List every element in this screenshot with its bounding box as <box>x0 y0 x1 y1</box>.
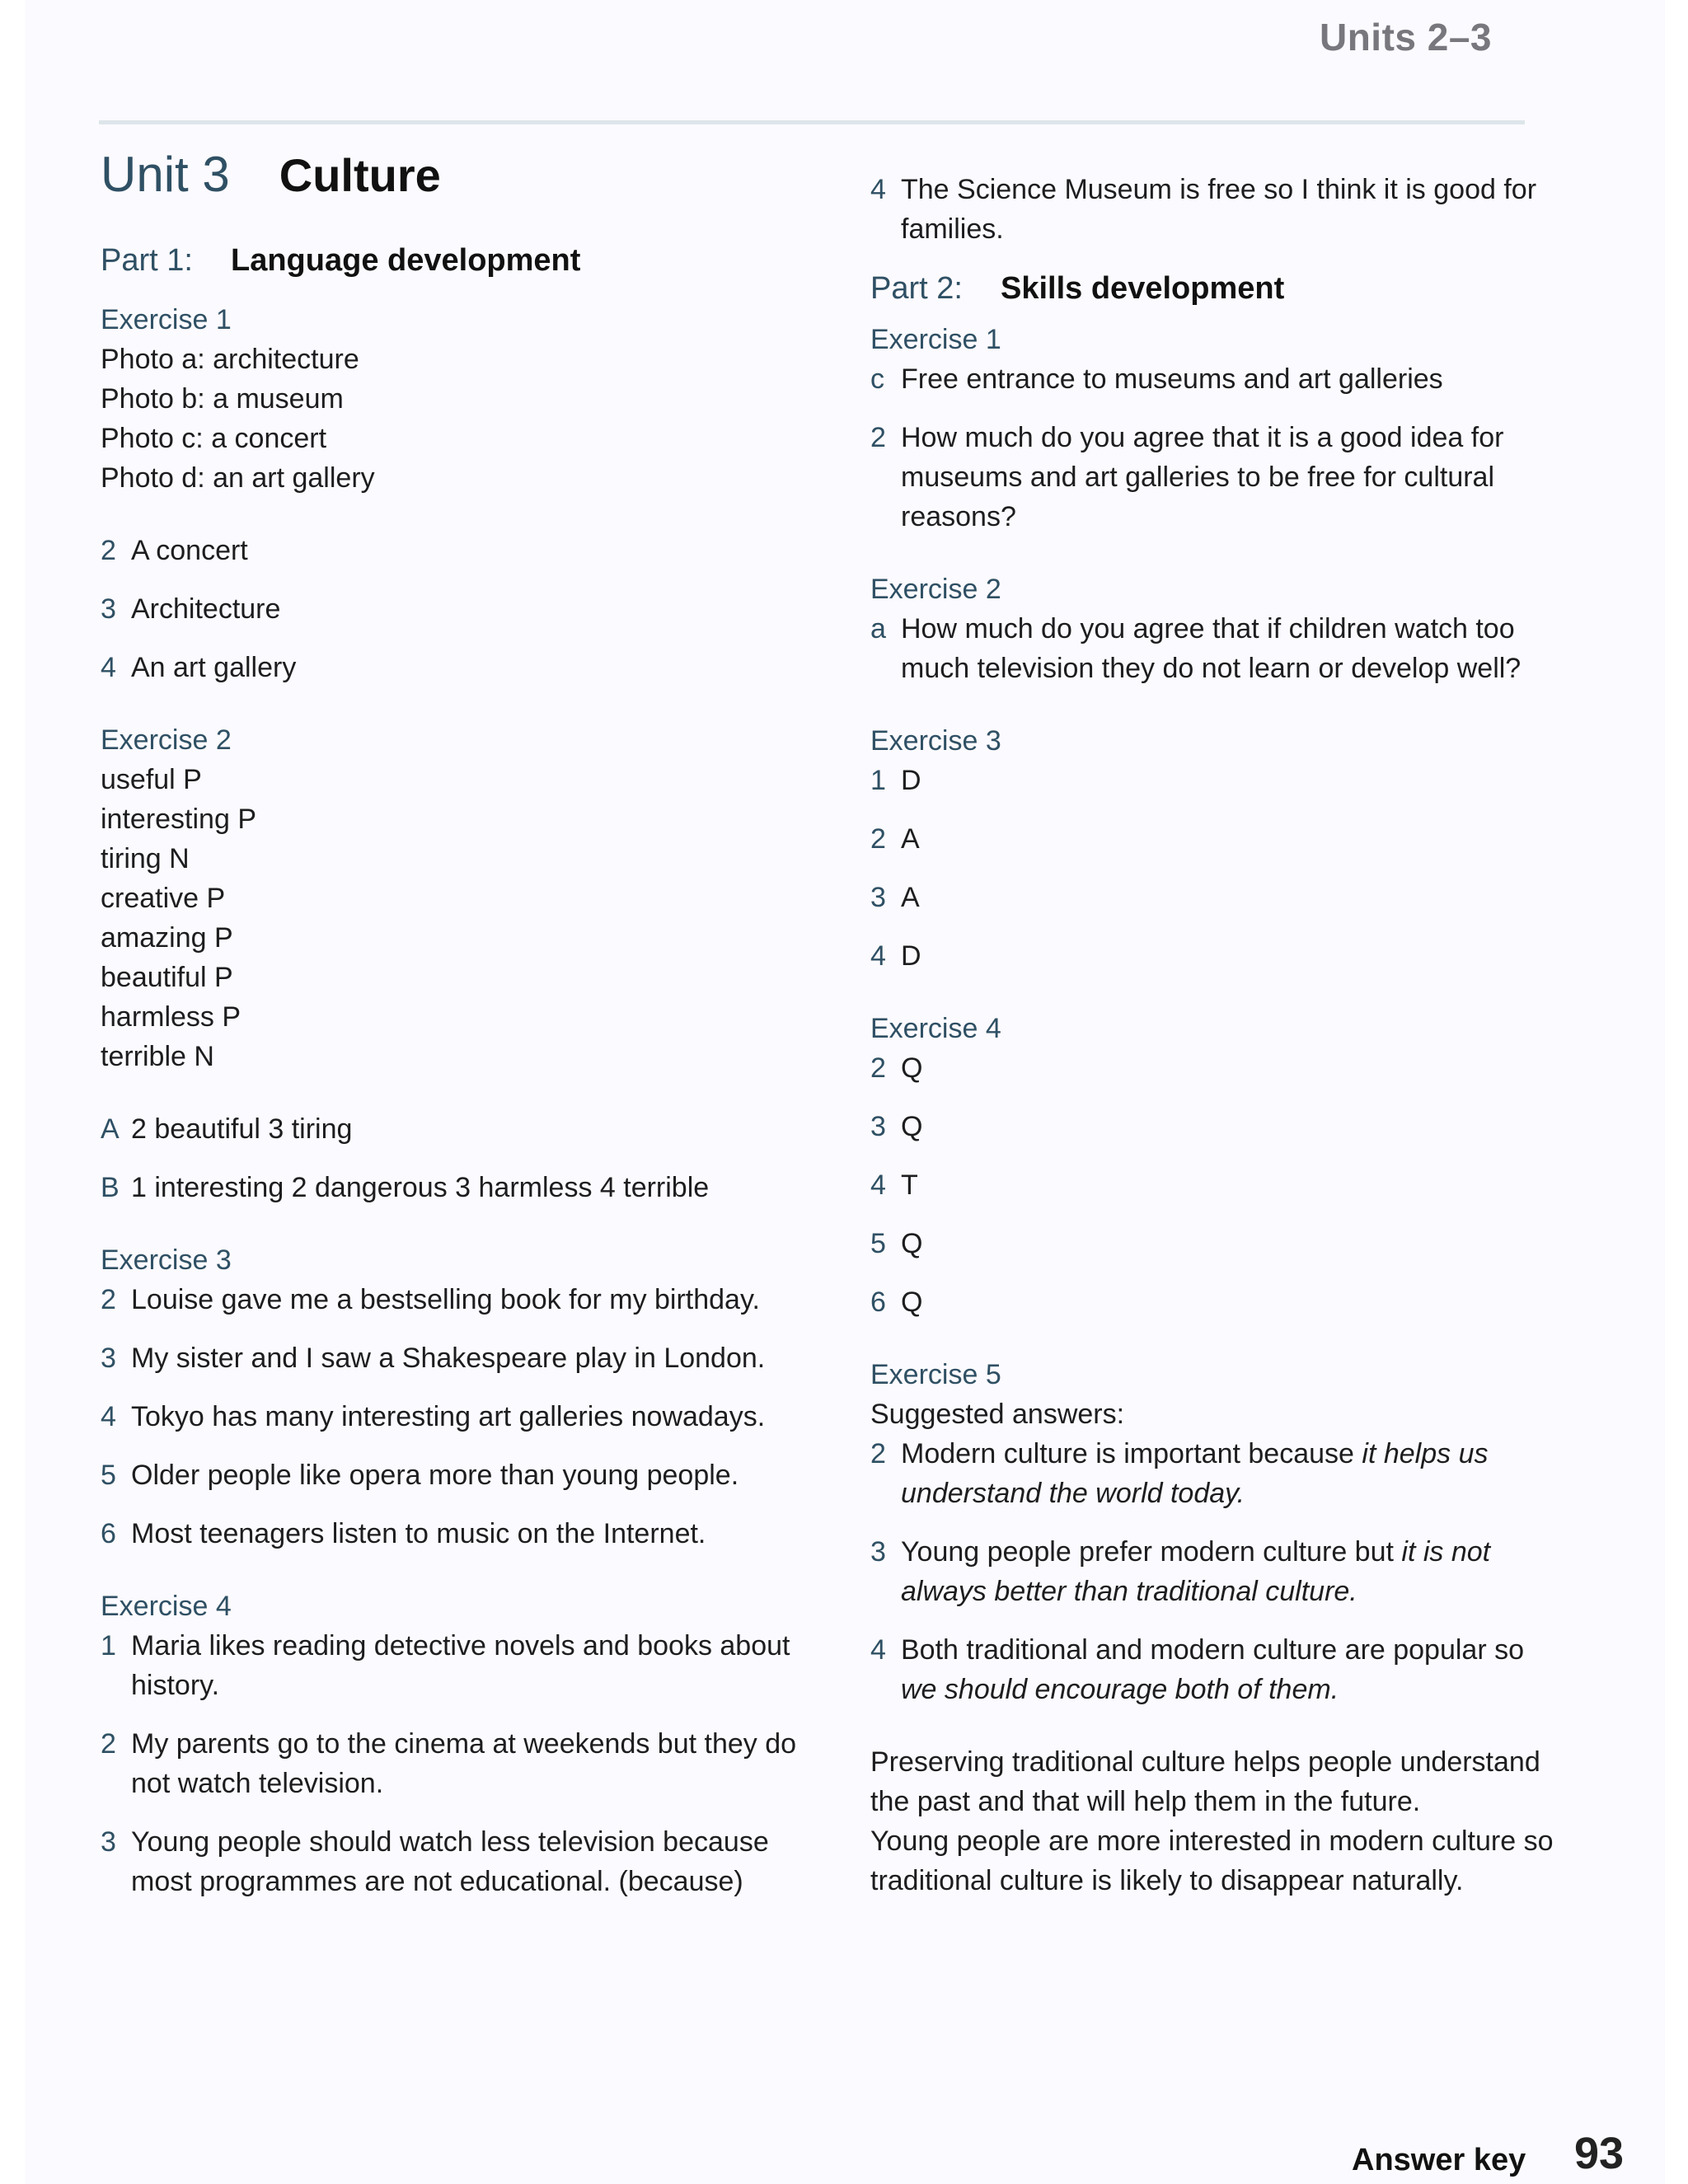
answer-item <box>870 878 1563 917</box>
exercise-heading: Exercise 1 <box>101 304 232 335</box>
answer-item <box>870 1630 1563 1709</box>
answer-item <box>870 936 1563 976</box>
item-text-plain: Young people prefer modern culture but <box>901 1536 1402 1568</box>
item-number: 2 <box>101 1728 116 1760</box>
item-number: 4 <box>101 1401 116 1432</box>
exercise-heading: Exercise 5 <box>870 1359 1001 1390</box>
item-text-italic: we should encourage both of them. <box>901 1674 1339 1705</box>
item-number: 2 <box>870 1052 886 1084</box>
item-letter: B <box>101 1172 120 1203</box>
answer-item <box>870 170 1563 249</box>
item-text: 1 interesting 2 dangerous 3 harmless 4 terrible <box>131 1172 710 1203</box>
answer-item <box>101 1397 826 1436</box>
answer-item <box>870 1532 1563 1611</box>
item-text-plain: Both traditional and modern culture are popular so <box>901 1634 1525 1666</box>
answer-item <box>101 1626 826 1705</box>
item-letter: a <box>870 613 886 644</box>
item-text: Q <box>901 1286 923 1318</box>
item-number: 3 <box>870 882 886 913</box>
item-number: 2 <box>870 823 886 855</box>
item-text-italic: it helps us understand the world today. <box>901 1438 1489 1509</box>
unit-number: Unit 3 <box>101 147 230 202</box>
item-text: Louise gave me a bestselling book for my birthday. <box>131 1284 760 1315</box>
item-number: 2 <box>101 535 116 566</box>
answer-item <box>870 1282 1563 1322</box>
item-text-italic: it is not always better than traditional culture. <box>901 1536 1491 1607</box>
exercise-intro: Suggested answers: <box>870 1399 1125 1430</box>
item-number: 4 <box>870 1169 886 1201</box>
answer-item <box>101 1724 826 1803</box>
item-number: 4 <box>101 652 116 683</box>
answer-line: harmless P <box>101 1001 241 1033</box>
answer-item <box>870 761 1563 800</box>
answer-item <box>101 1280 826 1319</box>
running-head: Units 2–3 <box>1319 16 1492 59</box>
answer-item <box>870 609 1563 688</box>
answer-item <box>870 1165 1563 1205</box>
item-text: 2 beautiful 3 tiring <box>131 1113 353 1145</box>
item-text: How much do you agree that if children watch too much television they do not learn or develop well? <box>901 613 1522 684</box>
item-number: 3 <box>101 593 116 625</box>
page <box>25 0 1665 2184</box>
answer-item <box>870 1107 1563 1146</box>
item-text: A <box>901 823 920 855</box>
item-number: 6 <box>101 1518 116 1549</box>
right-column <box>870 170 1563 1900</box>
item-number: 2 <box>870 1438 886 1469</box>
exercise-heading: Exercise 4 <box>870 1013 1001 1044</box>
paragraph: Preserving traditional culture helps people understand the past and that will help them in the future. <box>870 1746 1540 1817</box>
unit-name: Culture <box>279 149 441 201</box>
exercise-heading: Exercise 1 <box>870 324 1001 355</box>
answer-item <box>101 648 826 687</box>
answer-item <box>870 418 1563 537</box>
page-number: 93 <box>1574 2129 1625 2178</box>
item-text: Q <box>901 1111 923 1142</box>
item-text <box>901 1434 1563 1513</box>
item-number: 5 <box>870 1228 886 1259</box>
answer-line: beautiful P <box>101 962 233 993</box>
answer-item <box>101 1338 826 1378</box>
item-number: 4 <box>870 940 886 972</box>
answer-item <box>101 531 826 570</box>
item-text: An art gallery <box>131 652 297 683</box>
item-text: D <box>901 940 921 972</box>
footer-label: Answer key <box>1352 2143 1526 2177</box>
answer-line: creative P <box>101 883 226 914</box>
item-text: How much do you agree that it is a good idea for museums and art galleries to be free for cultural reasons? <box>901 422 1504 532</box>
item-text: Q <box>901 1052 923 1084</box>
item-text: Architecture <box>131 593 281 625</box>
answer-line: amazing P <box>101 922 233 954</box>
answer-item <box>101 1109 826 1149</box>
item-text: A concert <box>131 535 248 566</box>
answer-line: Photo a: architecture <box>101 344 359 375</box>
exercise-heading: Exercise 2 <box>870 574 1001 605</box>
item-text: My parents go to the cinema at weekends but they do not watch television. <box>131 1728 797 1799</box>
paragraph: Young people are more interested in modern culture so traditional culture is likely to disappear naturally. <box>870 1825 1554 1896</box>
item-text <box>901 1630 1563 1709</box>
unit-title <box>101 147 826 216</box>
item-text: Free entrance to museums and art galleries <box>901 363 1443 395</box>
answer-item <box>870 1224 1563 1263</box>
exercise-heading: Exercise 4 <box>101 1591 232 1622</box>
item-text: Q <box>901 1228 923 1259</box>
part-title: Skills development <box>1001 271 1285 306</box>
item-text: My sister and I saw a Shakespeare play in London. <box>131 1343 766 1374</box>
item-text: Tokyo has many interesting art galleries nowadays. <box>131 1401 766 1432</box>
item-number: 3 <box>870 1111 886 1142</box>
answer-item <box>870 819 1563 859</box>
header-rule <box>99 120 1525 124</box>
item-text-plain: Modern culture is important because <box>901 1438 1362 1469</box>
left-column <box>101 148 826 1901</box>
answer-item <box>870 359 1563 399</box>
item-letter: c <box>870 363 884 395</box>
item-letter: A <box>101 1113 120 1145</box>
part-heading <box>870 269 1563 316</box>
item-number: 3 <box>101 1826 116 1858</box>
exercise-heading: Exercise 3 <box>101 1244 232 1276</box>
exercise-heading: Exercise 3 <box>870 725 1001 757</box>
item-text: D <box>901 765 921 796</box>
exercise-heading: Exercise 2 <box>101 724 232 756</box>
answer-item <box>101 1514 826 1554</box>
answer-item <box>101 1168 826 1207</box>
answer-item <box>870 1048 1563 1088</box>
answer-line: terrible N <box>101 1041 214 1072</box>
part-label: Part 2: <box>870 271 963 306</box>
item-number: 4 <box>870 1634 886 1666</box>
part-heading <box>101 241 826 288</box>
item-text: Older people like opera more than young people. <box>131 1460 739 1491</box>
part-label: Part 1: <box>101 243 193 278</box>
item-text: A <box>901 882 920 913</box>
answer-line: tiring N <box>101 843 190 874</box>
answer-line: Photo d: an art gallery <box>101 462 375 494</box>
part-title: Language development <box>231 243 581 278</box>
answer-line: interesting P <box>101 804 256 835</box>
item-number: 2 <box>101 1284 116 1315</box>
item-text: Young people should watch less television because most programmes are not educational. (because) <box>131 1826 769 1897</box>
item-number: 1 <box>870 765 886 796</box>
answer-line: Photo b: a museum <box>101 383 344 415</box>
item-number: 6 <box>870 1286 886 1318</box>
answer-item <box>870 1434 1563 1513</box>
answer-item <box>101 1822 826 1901</box>
item-number: 5 <box>101 1460 116 1491</box>
item-number: 1 <box>101 1630 116 1661</box>
item-text <box>901 1532 1563 1611</box>
answer-item <box>101 589 826 629</box>
answer-line: Photo c: a concert <box>101 423 327 454</box>
item-number: 4 <box>870 174 886 205</box>
item-number: 2 <box>870 422 886 453</box>
item-number: 3 <box>870 1536 886 1568</box>
answer-line: useful P <box>101 764 202 795</box>
item-text: T <box>901 1169 918 1201</box>
item-number: 3 <box>101 1343 116 1374</box>
item-text: Most teenagers listen to music on the Internet. <box>131 1518 706 1549</box>
item-text: The Science Museum is free so I think it is good for families. <box>901 174 1537 245</box>
item-text: Maria likes reading detective novels and books about history. <box>131 1630 790 1701</box>
answer-item <box>101 1455 826 1495</box>
